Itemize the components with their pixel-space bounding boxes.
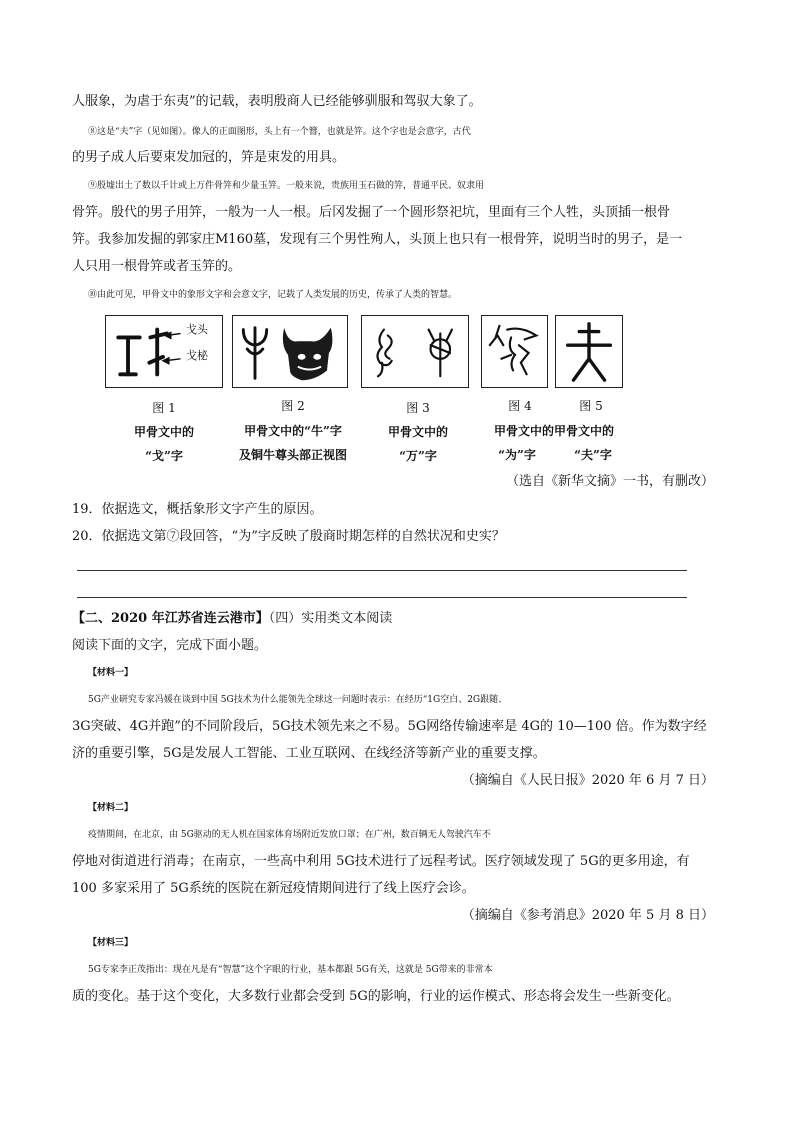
- figure-label: 图 1: [152, 401, 176, 415]
- material-1-title: 【材料一】: [88, 668, 134, 678]
- question-19: 19．依据选文，概括象形文字产生的原因。: [72, 502, 323, 517]
- wan-glyph-drawing: [362, 316, 468, 387]
- figure-3-wan-glyph: [361, 315, 469, 388]
- paragraph-8: ⑧这是“夫”字（见如图）。像人的正面图形，头上有一个簪，也就是笄。这个字也是会意字，古代: [88, 127, 471, 137]
- material-2-text: 停地对街道进行消毒；在南京，一些高中利用 5G技术进行了远程考试。医疗领域发现了 5G的更多用途，有: [72, 854, 690, 869]
- material-3-text: 5G专家李正茂指出：现在凡是有“智慧”这个字眼的行业，基本都跟 5G有关，这就是 5G带来的非常本: [88, 965, 493, 975]
- material-2-text: 疫情期间，在北京，由 5G驱动的无人机在国家体育场附近发放口罩；在广州，数百辆无人驾驶汽车不: [88, 830, 491, 840]
- paragraph-9-cont: 人只用一根骨笄或者玉笄的。: [72, 259, 242, 274]
- figure-4-caption-line2: “为”字: [498, 448, 536, 462]
- figure-1-caption-line2: “戈”字: [145, 449, 183, 463]
- material-1-text: 3G突破、4G并跑”的不同阶段后，5G技术领先来之不易。5G网络传输速率是 4G的 10—100 倍。作为数字经: [72, 719, 707, 734]
- figure-2-caption-line1: 甲骨文中的“牛”字: [244, 424, 342, 438]
- material-3-title: 【材料三】: [88, 938, 134, 948]
- figure-4-5-caption-line1: 甲骨文中的甲骨文中的: [493, 424, 615, 438]
- paragraph-9-cont: 笄。我参加发掘的郭家庄M160墓，发现有三个男性殉人，头顶上也只有一根骨笄，说明当时的男子，是一: [72, 232, 683, 247]
- figure-2-caption-line2: 及铜牛尊头部正视图: [238, 448, 348, 462]
- figure-5-fu-glyph: [555, 315, 623, 388]
- section-2-heading: [72, 611, 722, 627]
- fig1-annotation-head: 戈头: [186, 323, 208, 336]
- paragraph-9: ⑨殷墟出土了数以千计或上万件骨笄和少量玉笄。一般来说，贵族用玉石做的笄，普通平民、奴隶用: [88, 181, 485, 191]
- material-1-text: 济的重要引擎，5G是发展人工智能、工业互联网、在线经济等新产业的重要支撑。: [72, 746, 546, 761]
- material-1-text: 5G产业研究专家冯媛在谈到中国 5G技术为什么能领先全球这一问题时表示：在经历“1G空白、2G跟随、: [88, 695, 508, 705]
- fu-glyph-drawing: [556, 316, 622, 387]
- material-2-text: 100 多家采用了 5G系统的医院在新冠疫情期间进行了线上医疗会诊。: [72, 881, 475, 896]
- figure-4-wei-glyph: [481, 315, 548, 388]
- fig1-annotation-shaft: 戈柲: [186, 349, 208, 362]
- paragraph-7-end: 人服象，为虐于东夷”的记载，表明殷商人已经能够驯服和驾驭大象了。: [72, 94, 482, 109]
- section-2-heading-rest: （四）实用类文本阅读: [268, 611, 393, 626]
- figure-3-caption-line1: 甲骨文中的: [387, 425, 449, 439]
- paragraph-9-cont: 骨笄。殷代的男子用笄，一般为一人一根。后冈发掘了一个圆形祭祀坑，里面有三个人牲，头顶插一根骨: [72, 205, 671, 220]
- answer-line[interactable]: [77, 570, 687, 571]
- figure-label: 图 4: [508, 399, 532, 413]
- material-2-source: （摘编自《参考消息》2020 年 5 月 8 日）: [461, 908, 714, 923]
- niu-glyph-drawing: [233, 316, 347, 387]
- paragraph-8-cont: 的男子成人后要束发加冠的，笄是束发的用具。: [72, 150, 346, 165]
- material-3-text: 质的变化。基于这个变化，大多数行业都会受到 5G的影响，行业的运作模式、形态将会发生一些新变化。: [72, 989, 680, 1004]
- figure-1-caption-line1: 甲骨文中的: [133, 425, 195, 439]
- material-2-title: 【材料二】: [88, 803, 134, 813]
- figure-3-caption-line2: “万”字: [399, 449, 437, 463]
- figure-1-ge-glyph: [105, 315, 223, 388]
- figure-label: 图 2: [281, 399, 305, 413]
- section-2-instruction: 阅读下面的文字，完成下面小题。: [72, 638, 268, 653]
- material-1-source: （摘编自《人民日报》2020 年 6 月 7 日）: [461, 773, 714, 788]
- question-20: 20．依据选文第⑦段回答，“为”字反映了殷商时期怎样的自然状况和史实？: [72, 529, 505, 544]
- figure-source: （选自《新华文摘》一书，有删改）: [505, 474, 714, 489]
- figure-5-caption-line2: “夫”字: [574, 448, 612, 462]
- figure-2-niu-glyph: [232, 315, 348, 388]
- answer-line[interactable]: [77, 597, 687, 598]
- figure-label: 图 5: [579, 399, 603, 413]
- section-2-heading-bold: 【二、2020 年江苏省连云港市】: [72, 611, 269, 626]
- paragraph-10: ⑩由此可见，甲骨文中的象形文字和会意文字，记载了人类发展的历史，传承了人类的智慧。: [88, 290, 458, 300]
- figure-label: 图 3: [406, 401, 430, 415]
- wei-glyph-drawing: [482, 316, 547, 387]
